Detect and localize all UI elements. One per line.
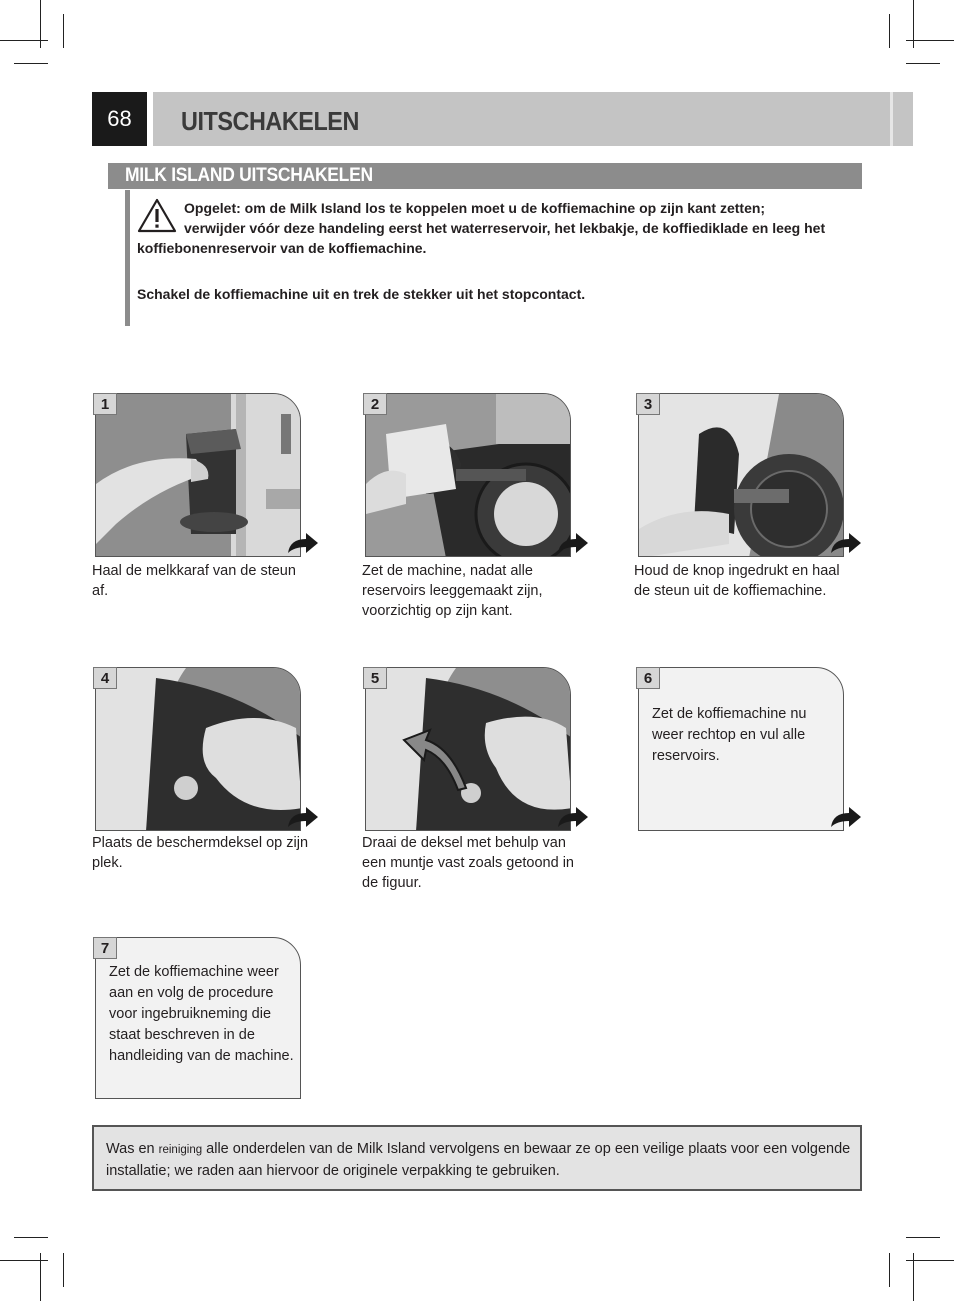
- footer-text-part-2: reiniging: [158, 1144, 203, 1156]
- crop-mark: [889, 1253, 890, 1287]
- step-3-illustration: [639, 394, 844, 557]
- footer-text-part-1: Was en: [106, 1141, 155, 1157]
- step-6-number: 6: [636, 667, 660, 689]
- crop-mark: [0, 1260, 48, 1261]
- warning-text: [137, 198, 862, 304]
- warning-side-bar: [125, 190, 130, 326]
- step-2-number: 2: [363, 393, 387, 415]
- step-1-image: [95, 393, 301, 557]
- step-4-image: [95, 667, 301, 831]
- crop-mark: [906, 1260, 954, 1261]
- step-3-image: [638, 393, 844, 557]
- step-5-image: [365, 667, 571, 831]
- step-4-caption: Plaats de beschermdeksel op zijn plek.: [92, 835, 309, 871]
- crop-mark: [0, 40, 48, 41]
- step-7-number: 7: [93, 937, 117, 959]
- step-4-number: 4: [93, 667, 117, 689]
- crop-mark: [14, 63, 48, 64]
- footer-text-part-3: alle onderdelen van de Milk Island vervolgens en bewaar ze op een veilige plaats voor een volgende installatie; we raden aan hiervoor de originele verpakking te gebruiken.: [106, 1141, 851, 1179]
- section-title: MILK ISLAND UITSCHAKELEN: [125, 165, 373, 186]
- page-number: 68: [92, 92, 147, 146]
- crop-mark: [63, 14, 64, 48]
- warning-line-3: Schakel de koffiemachine uit en trek de stekker uit het stopcontact.: [137, 286, 586, 302]
- next-arrow-icon: [829, 531, 863, 555]
- section-title-bar: [108, 163, 862, 189]
- warning-line-1: Opgelet: om de Milk Island los te koppelen moet u de koffiemachine op zijn kant zetten;: [184, 200, 766, 216]
- warning-line-2: [137, 218, 862, 258]
- footer-text: [106, 1139, 861, 1182]
- crop-mark: [889, 14, 890, 48]
- step-4-illustration: [96, 668, 301, 831]
- step-1-illustration: [96, 394, 301, 557]
- crop-mark: [63, 1253, 64, 1287]
- warning-line-2-text: verwijder vóór deze handeling eerst het waterreservoir, het lekbakje, de koffiediklade en leeg het koffiebonenreservoir van de koffiemachine.: [137, 220, 826, 256]
- step-1-number: 1: [93, 393, 117, 415]
- next-arrow-icon: [829, 805, 863, 829]
- next-arrow-icon: [286, 531, 320, 555]
- page-title-bar: [153, 92, 913, 146]
- next-arrow-icon: [556, 805, 590, 829]
- step-5-illustration: [366, 668, 571, 831]
- step-5-number: 5: [363, 667, 387, 689]
- step-7-text: Zet de koffiemachine weer aan en volg de procedure voor ingebruikneming die staat beschreven in de handleiding van de machine.: [109, 964, 294, 1064]
- crop-mark: [906, 40, 954, 41]
- crop-mark: [14, 1237, 48, 1238]
- crop-mark: [906, 63, 940, 64]
- step-3-number: 3: [636, 393, 660, 415]
- step-2-caption: Zet de machine, nadat alle reservoirs leeggemaakt zijn, voorzichtig op zijn kant.: [362, 563, 543, 619]
- next-arrow-icon: [556, 531, 590, 555]
- step-6-text: Zet de koffiemachine nu weer rechtop en vul alle reservoirs.: [652, 706, 807, 764]
- step-2-illustration: [366, 394, 571, 557]
- step-1-caption: Haal de melkkaraf van de steun af.: [92, 563, 296, 599]
- title-bar-endcap: [890, 92, 893, 146]
- step-2-image: [365, 393, 571, 557]
- footer-note: [92, 1125, 862, 1191]
- next-arrow-icon: [286, 805, 320, 829]
- step-3-caption: Houd de knop ingedrukt en haal de steun uit de koffiemachine.: [634, 563, 840, 599]
- page-title: UITSCHAKELEN: [181, 106, 359, 136]
- crop-mark: [906, 1237, 940, 1238]
- step-5-caption: Draai de deksel met behulp van een muntje vast zoals getoond in de figuur.: [362, 835, 574, 891]
